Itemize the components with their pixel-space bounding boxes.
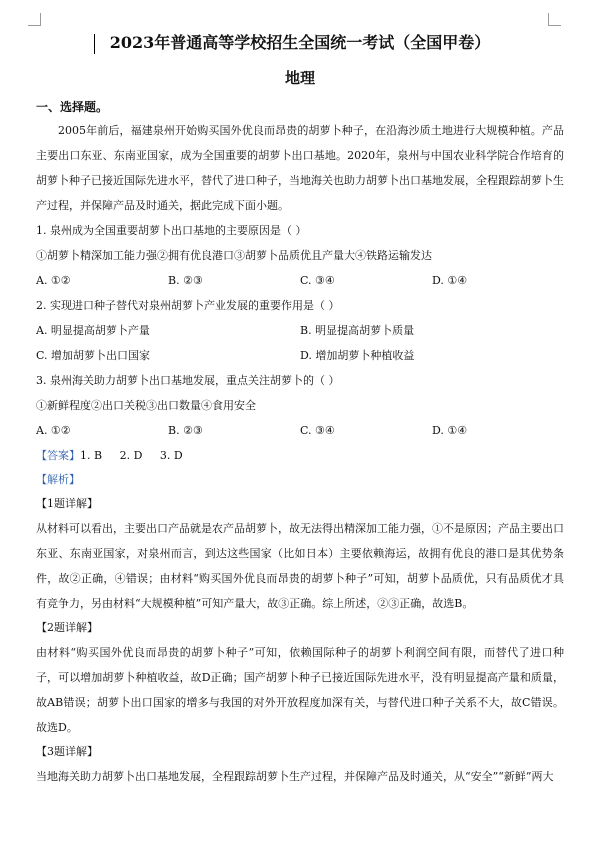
question-1-stem: 1. 泉州成为全国重要胡萝卜出口基地的主要原因是（ ） <box>36 224 307 237</box>
text-cursor <box>94 34 95 54</box>
option-d: D. ①④ <box>432 274 468 287</box>
answer-line <box>36 443 564 468</box>
exam-title-row <box>36 30 564 56</box>
question-3-stem: 3. 泉州海关助力胡萝卜出口基地发展，重点关注胡萝卜的（ ） <box>36 374 340 387</box>
option-a: A. 明显提高胡萝卜产量 <box>36 324 150 337</box>
option-a: A. ①② <box>36 274 71 287</box>
explanation-1-text: 从材料可以看出，主要出口产品就是农产品胡萝卜，故无法得出精深加工能力强，①不是原因；产品主要出口东亚、东南亚国家，对泉州而言，到达这些国家（比如日本）主要依赖海运，故拥有优良的港口是其优势条件，故②正确，④错误；由材料“购买国外优良而昂贵的胡萝卜种子”可知，胡萝卜品质优，只有品质优才具有竞争力，另由材料“大规模种植”可知产量大，故③正确。综上所述，②③正确，故选B。 <box>36 522 564 610</box>
exam-title: 2023年普通高等学校招生全国统一考试（全国甲卷） <box>109 33 491 52</box>
crop-mark-top-right <box>548 13 561 26</box>
explanation-3-heading: 【3题详解】 <box>36 745 98 758</box>
question-3-options <box>36 418 564 443</box>
option-a: A. ①② <box>36 424 71 437</box>
question-1-statement: ①胡萝卜精深加工能力强②拥有优良港口③胡萝卜品质优且产量大④铁路运输发达 <box>36 249 432 262</box>
answer-tag: 【答案】 <box>36 449 80 462</box>
question-3-statement: ①新鲜程度②出口关税③出口数量④食用安全 <box>36 399 256 412</box>
option-d: D. 增加胡萝卜种植收益 <box>300 349 415 362</box>
explanation-2-heading: 【2题详解】 <box>36 621 98 634</box>
crop-mark-top-left <box>28 13 41 26</box>
answer-2: 2. D <box>119 449 143 462</box>
material-paragraph: 2005年前后，福建泉州开始购买国外优良而昂贵的胡萝卜种子，在沿海沙质土地进行大规模种植。产品主要出口东亚、东南亚国家，成为全国重要的胡萝卜出口基地。2020年，泉州与中国农业科学院合作培育的胡萝卜种子已接近国际先进水平，替代了进口种子，当地海关也助力胡萝卜出口基地发展，全程跟踪胡萝卜生产过程，并保障产品及时通关，据此完成下面小题。 <box>36 124 564 212</box>
option-c: C. 增加胡萝卜出口国家 <box>36 349 151 362</box>
option-b: B. 明显提高胡萝卜质量 <box>300 324 415 337</box>
question-2-options-row-2 <box>36 343 564 368</box>
question-2-options-row-1 <box>36 318 564 343</box>
option-d: D. ①④ <box>432 424 468 437</box>
question-1-options <box>36 268 564 293</box>
explanation-2-text: 由材料“购买国外优良而昂贵的胡萝卜种子”可知，依赖国际种子的胡萝卜利润空间有限，而替代了进口种子，可以增加胡萝卜种植收益，故D正确；国产胡萝卜种子已接近国际先进水平，没有明显提高产量和质量，故AB错误；胡萝卜出口国家的增多与我国的对外开放程度加深有关，与替代进口种子关系不大，故C错误。故选D。 <box>36 646 564 734</box>
option-c: C. ③④ <box>300 274 335 287</box>
question-2-stem: 2. 实现进口种子替代对泉州胡萝卜产业发展的重要作用是（ ） <box>36 299 340 312</box>
document-page <box>36 30 564 789</box>
analysis-tag: 【解析】 <box>36 473 80 486</box>
explanation-1-heading: 【1题详解】 <box>36 497 98 510</box>
answer-3: 3. D <box>159 449 183 462</box>
explanation-3-text: 当地海关助力胡萝卜出口基地发展，全程跟踪胡萝卜生产过程，并保障产品及时通关，从“安全”“新鲜”两大 <box>36 770 554 783</box>
subject-title: 地理 <box>284 69 315 87</box>
section-heading: 一、选择题。 <box>36 100 109 114</box>
option-b: B. ②③ <box>168 424 203 437</box>
option-b: B. ②③ <box>168 274 203 287</box>
option-c: C. ③④ <box>300 424 335 437</box>
answer-1: 1. B <box>80 449 103 462</box>
